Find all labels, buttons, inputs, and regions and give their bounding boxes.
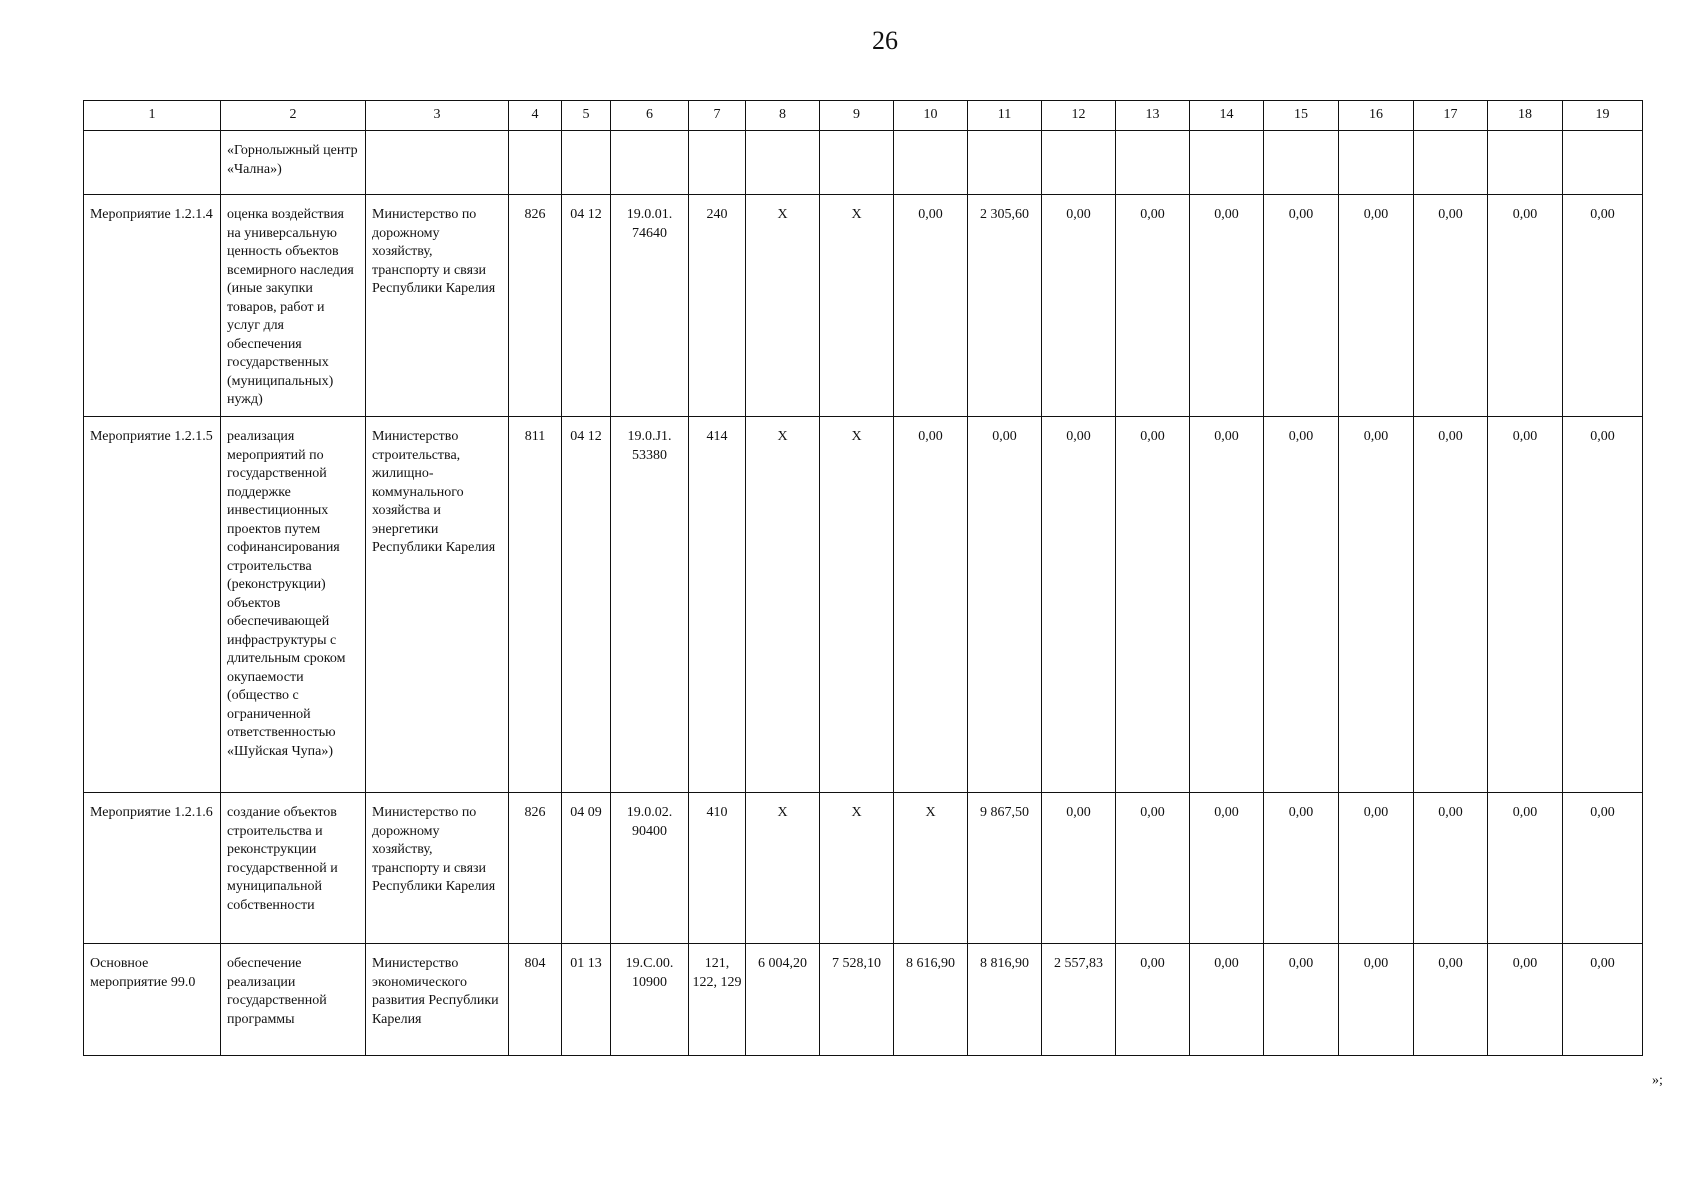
column-number-4: 4: [509, 101, 562, 131]
table-cell-col-12: 0,00: [1042, 417, 1116, 793]
column-number-18: 18: [1488, 101, 1563, 131]
table-cell-col-13: [1116, 131, 1190, 195]
table-cell-col-11: 2 305,60: [968, 195, 1042, 417]
table-cell-col-1: Мероприятие 1.2.1.4: [84, 195, 221, 417]
table-cell-col-7: [689, 131, 746, 195]
table-cell-col-10: X: [894, 793, 968, 944]
table-cell-col-16: [1339, 131, 1414, 195]
table-cell-col-4: 811: [509, 417, 562, 793]
table-cell-col-18: 0,00: [1488, 944, 1563, 1056]
table-cell-col-14: 0,00: [1190, 793, 1264, 944]
table-cell-col-2: «Горнолыжный центр «Чална»): [221, 131, 366, 195]
table-cell-col-15: 0,00: [1264, 195, 1339, 417]
table-cell-col-6: 19.С.00. 10900: [611, 944, 689, 1056]
table-cell-col-13: 0,00: [1116, 417, 1190, 793]
table-cell-col-7: 410: [689, 793, 746, 944]
budget-table: [83, 100, 1643, 1056]
table-cell-col-11: 8 816,90: [968, 944, 1042, 1056]
column-number-7: 7: [689, 101, 746, 131]
table-cell-col-6: 19.0.02. 90400: [611, 793, 689, 944]
table-cell-col-9: X: [820, 793, 894, 944]
table-cell-col-15: 0,00: [1264, 944, 1339, 1056]
table-cell-col-19: [1563, 131, 1643, 195]
table-cell-col-14: 0,00: [1190, 944, 1264, 1056]
table-cell-col-11: 0,00: [968, 417, 1042, 793]
table-cell-col-16: 0,00: [1339, 417, 1414, 793]
table-cell-col-11: 9 867,50: [968, 793, 1042, 944]
table-cell-col-10: 8 616,90: [894, 944, 968, 1056]
table-cell-col-11: [968, 131, 1042, 195]
column-number-12: 12: [1042, 101, 1116, 131]
column-number-15: 15: [1264, 101, 1339, 131]
table-cell-col-14: 0,00: [1190, 417, 1264, 793]
table-cell-col-2: обеспечение реализации государственной программы: [221, 944, 366, 1056]
closing-quote: »;: [1652, 1073, 1663, 1088]
table-cell-col-17: 0,00: [1414, 793, 1488, 944]
column-number-16: 16: [1339, 101, 1414, 131]
table-cell-col-14: [1190, 131, 1264, 195]
table-cell-col-8: X: [746, 793, 820, 944]
table-cell-col-8: X: [746, 195, 820, 417]
table-row: [84, 417, 1643, 793]
table-row: [84, 131, 1643, 195]
table-cell-col-2: создание объектов строительства и реконструкции государственной и муниципальной собственности: [221, 793, 366, 944]
table-cell-col-6: 19.0.01. 74640: [611, 195, 689, 417]
table-cell-col-19: 0,00: [1563, 944, 1643, 1056]
table-cell-col-3: Министерство строительства, жилищно-коммунального хозяйства и энергетики Республики Карелия: [366, 417, 509, 793]
column-number-9: 9: [820, 101, 894, 131]
table-cell-col-6: 19.0.J1. 53380: [611, 417, 689, 793]
table-cell-col-17: 0,00: [1414, 944, 1488, 1056]
table-cell-col-17: 0,00: [1414, 417, 1488, 793]
table-cell-col-7: 414: [689, 417, 746, 793]
table-cell-col-12: 0,00: [1042, 195, 1116, 417]
table-cell-col-15: 0,00: [1264, 417, 1339, 793]
table-cell-col-7: 240: [689, 195, 746, 417]
table-cell-col-18: 0,00: [1488, 417, 1563, 793]
table-cell-col-1: Мероприятие 1.2.1.5: [84, 417, 221, 793]
column-number-6: 6: [611, 101, 689, 131]
column-number-3: 3: [366, 101, 509, 131]
table-cell-col-12: 2 557,83: [1042, 944, 1116, 1056]
column-number-2: 2: [221, 101, 366, 131]
table-cell-col-19: 0,00: [1563, 417, 1643, 793]
table-cell-col-3: Министерство по дорожному хозяйству, транспорту и связи Республики Карелия: [366, 793, 509, 944]
column-number-19: 19: [1563, 101, 1643, 131]
column-number-13: 13: [1116, 101, 1190, 131]
table-cell-col-16: 0,00: [1339, 793, 1414, 944]
table-cell-col-4: 826: [509, 793, 562, 944]
table-cell-col-19: 0,00: [1563, 195, 1643, 417]
page-number: 26: [872, 26, 898, 55]
table-cell-col-4: 804: [509, 944, 562, 1056]
table-cell-col-5: 04 12: [562, 195, 611, 417]
table-cell-col-16: 0,00: [1339, 195, 1414, 417]
table-cell-col-4: [509, 131, 562, 195]
table-cell-col-9: X: [820, 195, 894, 417]
table-cell-col-2: оценка воздействия на универсальную ценность объектов всемирного наследия (иные закупки товаров, работ и услуг для обеспечения государственных (муниципальных) нужд): [221, 195, 366, 417]
table-cell-col-1: [84, 131, 221, 195]
table-cell-col-5: 04 12: [562, 417, 611, 793]
column-number-14: 14: [1190, 101, 1264, 131]
table-cell-col-18: 0,00: [1488, 195, 1563, 417]
table-cell-col-8: [746, 131, 820, 195]
table-cell-col-5: 01 13: [562, 944, 611, 1056]
table-cell-col-18: 0,00: [1488, 793, 1563, 944]
column-number-11: 11: [968, 101, 1042, 131]
table-cell-col-17: [1414, 131, 1488, 195]
table-cell-col-10: 0,00: [894, 417, 968, 793]
table-cell-col-2: реализация мероприятий по государственной поддержке инвестиционных проектов путем софинансирования строительства (реконструкции) объектов обеспечивающей инфраструктуры с длительным сроком окупаемости (общество с ограниченной ответственностью «Шуйская Чупа»): [221, 417, 366, 793]
table-cell-col-14: 0,00: [1190, 195, 1264, 417]
table-cell-col-4: 826: [509, 195, 562, 417]
column-number-17: 17: [1414, 101, 1488, 131]
table-cell-col-3: Министерство по дорожному хозяйству, транспорту и связи Республики Карелия: [366, 195, 509, 417]
table-cell-col-5: 04 09: [562, 793, 611, 944]
table-cell-col-12: [1042, 131, 1116, 195]
column-number-10: 10: [894, 101, 968, 131]
table-cell-col-9: X: [820, 417, 894, 793]
table-cell-col-1: Мероприятие 1.2.1.6: [84, 793, 221, 944]
table-cell-col-15: [1264, 131, 1339, 195]
table-cell-col-9: [820, 131, 894, 195]
table-cell-col-8: 6 004,20: [746, 944, 820, 1056]
table-cell-col-6: [611, 131, 689, 195]
table-row: [84, 944, 1643, 1056]
table-cell-col-3: Министерство экономического развития Республики Карелия: [366, 944, 509, 1056]
table-cell-col-5: [562, 131, 611, 195]
table-cell-col-13: 0,00: [1116, 793, 1190, 944]
table-cell-col-13: 0,00: [1116, 944, 1190, 1056]
table-header-row: [84, 101, 1643, 131]
column-number-5: 5: [562, 101, 611, 131]
table-cell-col-18: [1488, 131, 1563, 195]
table-row: [84, 195, 1643, 417]
table-cell-col-16: 0,00: [1339, 944, 1414, 1056]
table-cell-col-17: 0,00: [1414, 195, 1488, 417]
table-cell-col-15: 0,00: [1264, 793, 1339, 944]
table-cell-col-7: 121, 122, 129: [689, 944, 746, 1056]
table-cell-col-10: 0,00: [894, 195, 968, 417]
table-row: [84, 793, 1643, 944]
table-cell-col-12: 0,00: [1042, 793, 1116, 944]
table-cell-col-8: X: [746, 417, 820, 793]
table-cell-col-1: Основное мероприятие 99.0: [84, 944, 221, 1056]
table-cell-col-19: 0,00: [1563, 793, 1643, 944]
table-cell-col-13: 0,00: [1116, 195, 1190, 417]
column-number-8: 8: [746, 101, 820, 131]
column-number-1: 1: [84, 101, 221, 131]
table-cell-col-10: [894, 131, 968, 195]
table-cell-col-9: 7 528,10: [820, 944, 894, 1056]
table-cell-col-3: [366, 131, 509, 195]
